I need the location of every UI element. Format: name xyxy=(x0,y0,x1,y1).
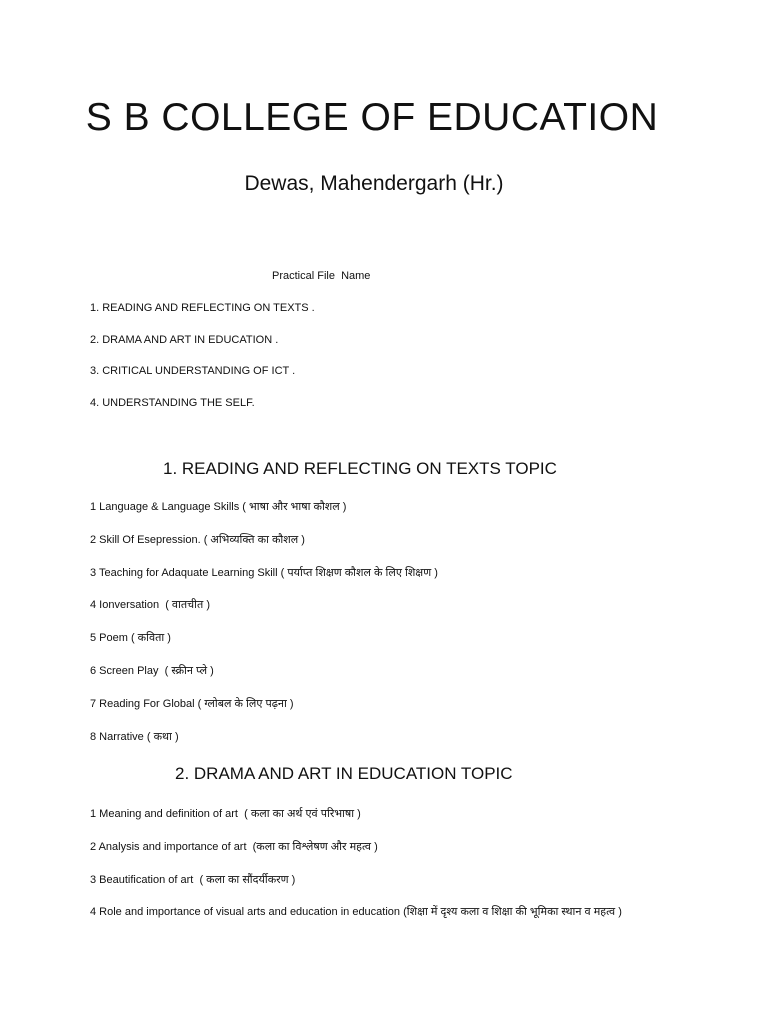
list-item: 8 Narrative ( कथा ) xyxy=(90,730,179,743)
list-item: 3 Teaching for Adaquate Learning Skill ( पर्याप्त शिक्षण कौशल के लिए शिक्षण ) xyxy=(90,566,438,579)
section-heading-reading: 1. READING AND REFLECTING ON TEXTS TOPIC xyxy=(163,459,557,478)
list-item: 1. READING AND REFLECTING ON TEXTS . xyxy=(90,302,315,314)
list-item: 3. CRITICAL UNDERSTANDING OF ICT . xyxy=(90,365,296,377)
list-item: 7 Reading For Global ( ग्लोबल के लिए पढ़ना ) xyxy=(90,697,294,710)
college-address: Dewas, Mahendergarh (Hr.) xyxy=(244,172,504,195)
list-item: 6 Screen Play ( स्क्रीन प्ले ) xyxy=(90,664,214,677)
list-item: 1 Language & Language Skills ( भाषा और भाषा कौशल ) xyxy=(90,501,347,513)
list-item: 5 Poem ( कविता ) xyxy=(90,632,171,645)
topic-list-reading xyxy=(90,499,438,761)
list-item: 4. UNDERSTANDING THE SELF. xyxy=(90,396,255,409)
list-item: 1 Meaning and definition of art ( कला का अर्थ एवं परिभाषा ) xyxy=(90,808,361,820)
list-item: 3 Beautification of art ( कला का सौंदर्यीकरण ) xyxy=(90,873,296,886)
section-heading-drama: 2. DRAMA AND ART IN EDUCATION TOPIC xyxy=(175,764,513,783)
college-title: S B COLLEGE OF EDUCATION xyxy=(85,96,659,139)
topic-list-drama xyxy=(90,806,622,937)
list-item: 2 Skill Of Esepression. ( अभिव्यक्ति का कौशल ) xyxy=(90,533,305,546)
practical-file-list xyxy=(90,300,315,426)
list-item: 2. DRAMA AND ART IN EDUCATION . xyxy=(90,333,279,346)
list-item: 4 Ionversation ( वातचीत ) xyxy=(90,599,210,612)
list-item: 2 Analysis and importance of art (कला का विश्लेषण और महत्व ) xyxy=(90,840,378,853)
list-item: 4 Role and importance of visual arts and education in education (शिक्षा में दृश्य कला व शिक्षा की भूमिका स्थान व महत्व ) xyxy=(90,906,622,919)
practical-file-label: Practical File Name xyxy=(272,270,371,282)
